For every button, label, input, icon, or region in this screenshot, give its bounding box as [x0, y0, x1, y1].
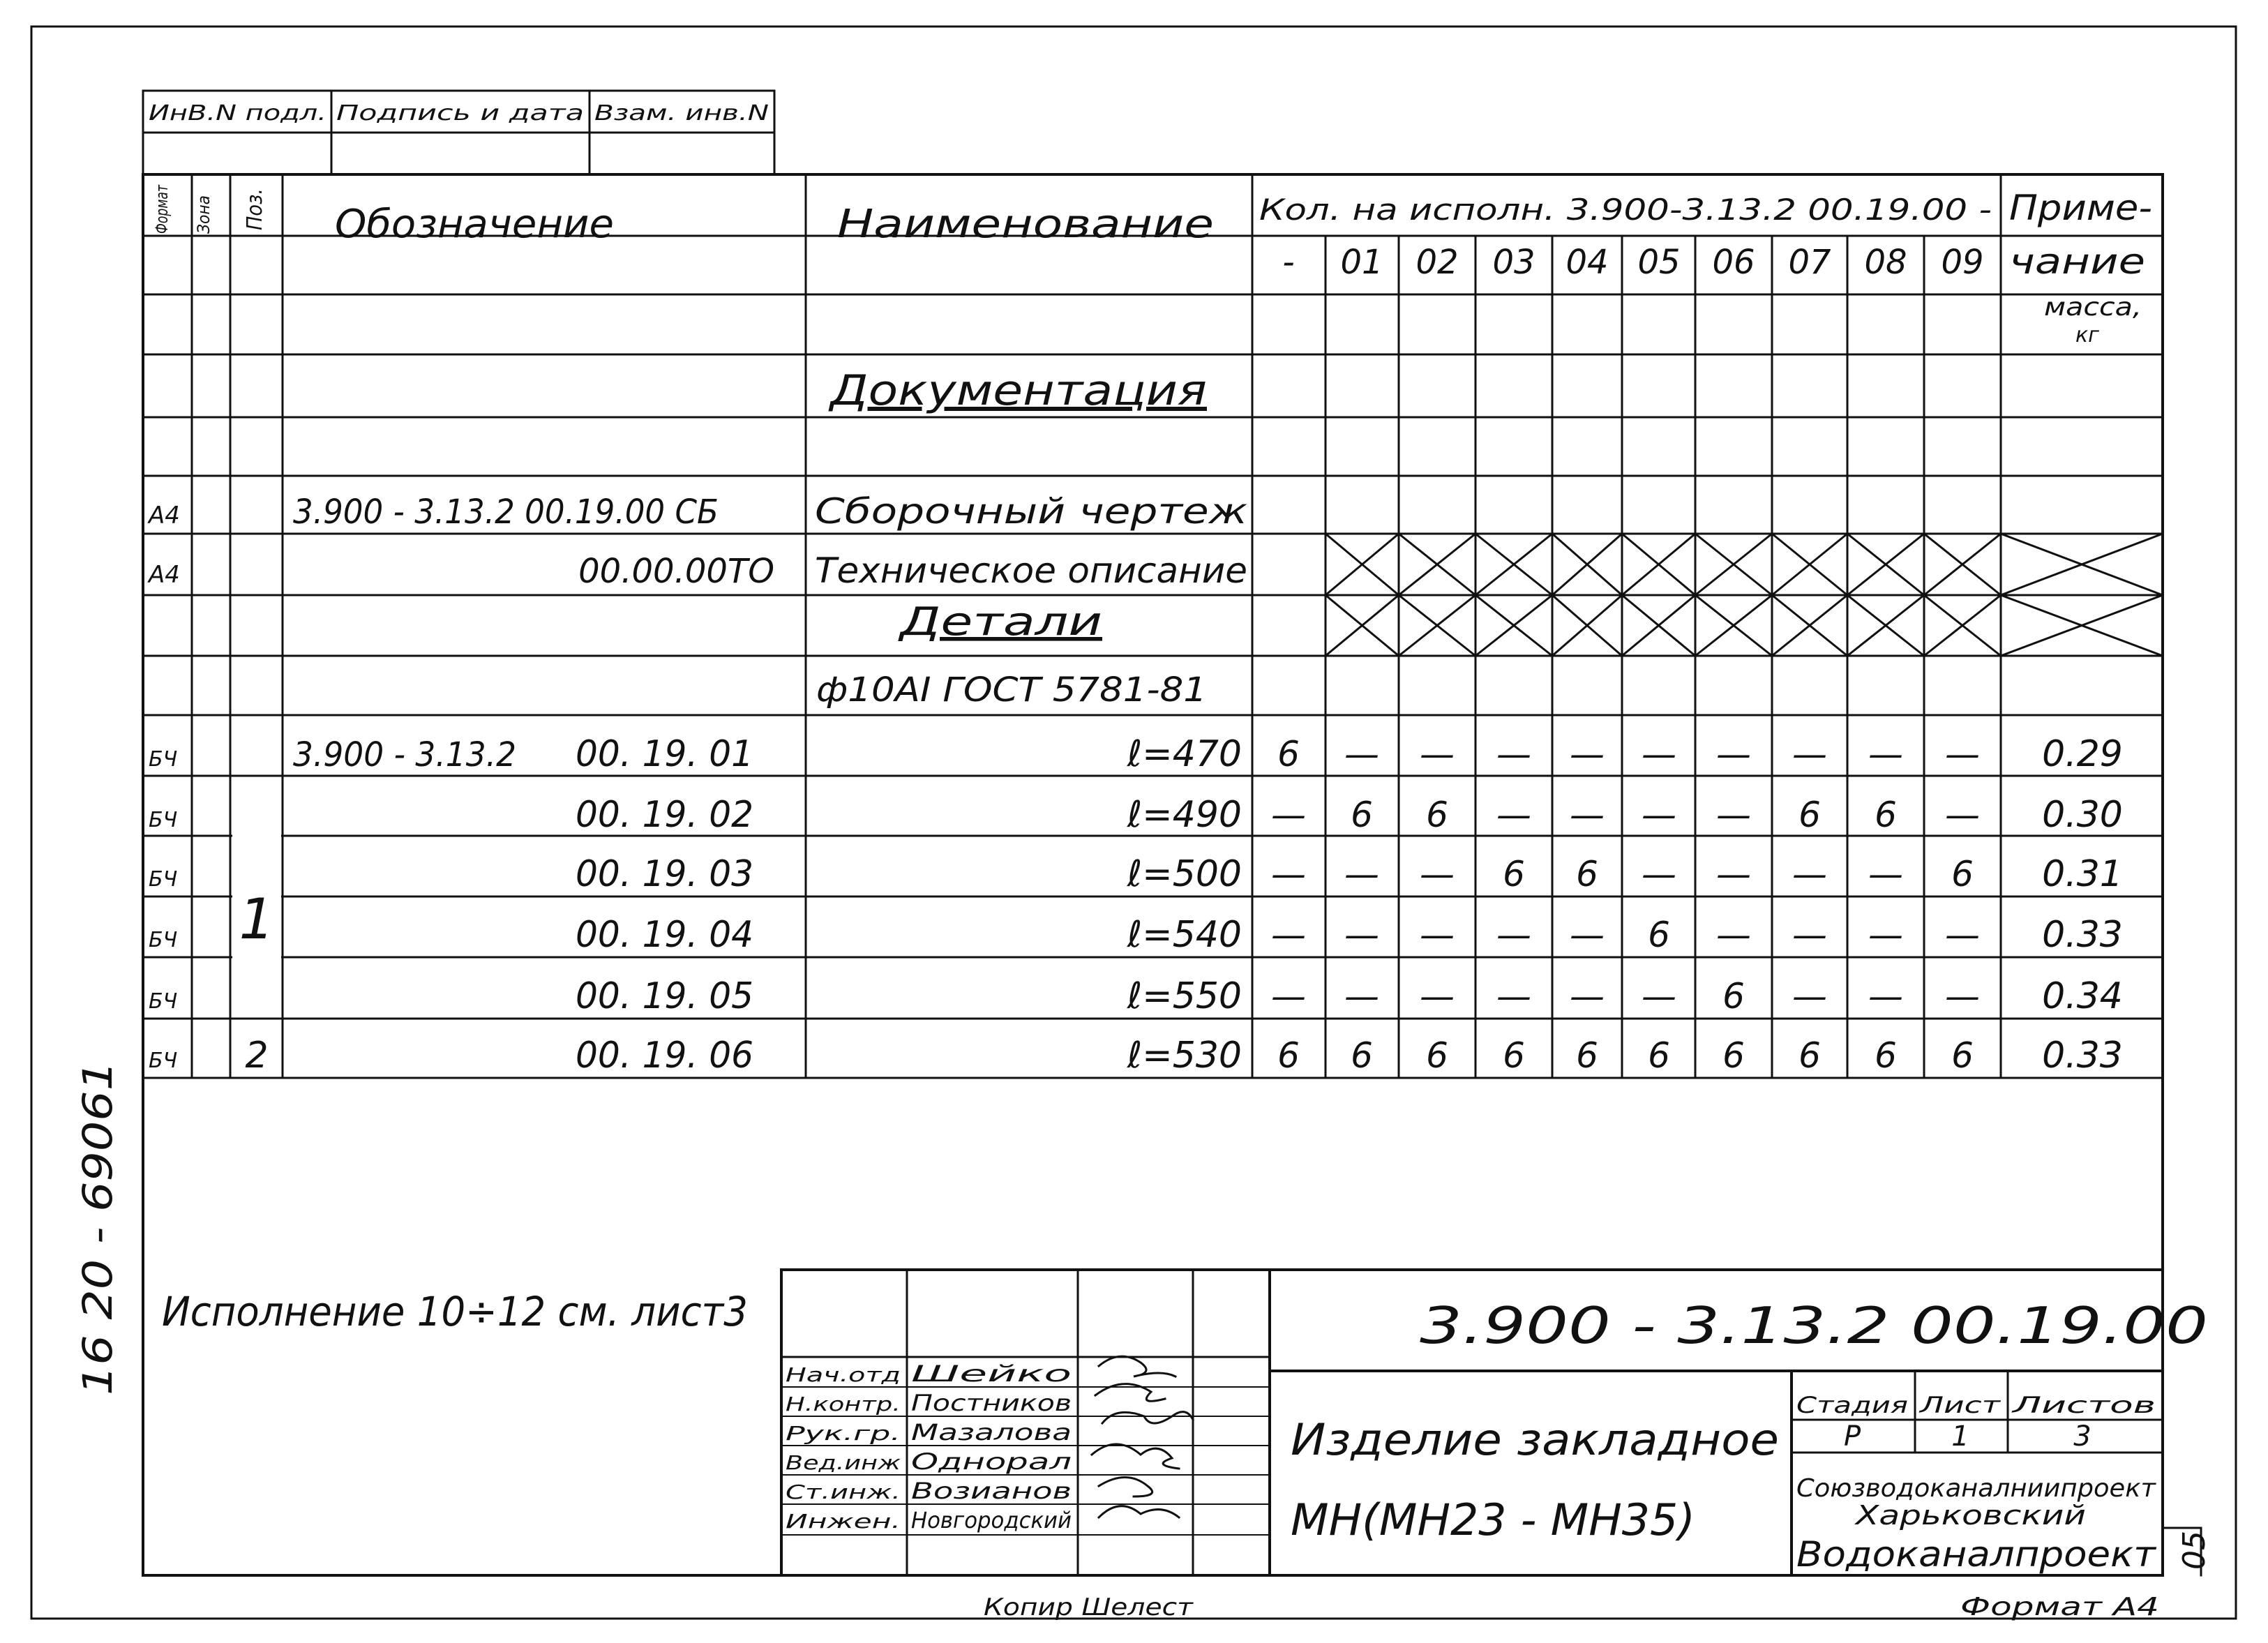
qty-cell: —	[1642, 795, 1676, 835]
signer-role: Н.контр.	[786, 1393, 901, 1416]
header-qty-title: Кол. на исполн. 3.900-3.13.2 00.19.00 -	[1259, 193, 1992, 227]
stamp-replace-label: Взам. инв.N	[594, 101, 769, 126]
qty-cell: —	[1716, 915, 1751, 955]
header-mass-unit: кг	[2075, 323, 2099, 347]
copied-by: Копир Шелест	[984, 1593, 1194, 1621]
section-documentation: Документация	[827, 366, 1207, 415]
variant-header: 08	[1864, 243, 1907, 282]
qty-cell: 6	[1798, 795, 1821, 835]
part-designation: 00. 19. 04	[576, 914, 753, 956]
qty-cell: —	[1792, 854, 1827, 894]
header-pos: Поз.	[243, 183, 267, 230]
qty-cell: 6	[1722, 976, 1745, 1016]
header-note-2: чание	[2009, 241, 2145, 282]
header-mass: масса,	[2044, 293, 2142, 322]
header-format: Формат	[152, 165, 172, 234]
part-length: ℓ=500	[1127, 853, 1242, 895]
part-designation: 00. 19. 06	[576, 1035, 753, 1076]
part-designation: 00. 19. 03	[576, 853, 753, 895]
product-model: МН(МН23 - МН35)	[1291, 1494, 1695, 1545]
row-format: БЧ	[149, 808, 178, 832]
position-1: 1	[239, 887, 275, 952]
part-designation: 00. 19. 05	[576, 975, 753, 1017]
sheet-label: Лист	[1918, 1392, 2002, 1418]
qty-cell: —	[1344, 915, 1379, 955]
qty-cell: —	[1642, 976, 1676, 1016]
qty-cell: 6	[1351, 795, 1373, 835]
row-format: А4	[149, 561, 180, 589]
qty-cell: —	[1792, 734, 1827, 774]
qty-cell: 6	[1351, 1035, 1373, 1076]
variant-header: 03	[1492, 243, 1535, 282]
stage-label: Стадия	[1796, 1392, 1908, 1418]
signature-scribbles	[1092, 1356, 1193, 1517]
part-length: ℓ=490	[1127, 794, 1242, 836]
part-length: ℓ=530	[1127, 1035, 1242, 1076]
signer-role: Рук.гр.	[786, 1422, 901, 1445]
qty-cell: —	[1496, 976, 1531, 1016]
stamp-inv-label: ИнВ.N подл.	[149, 101, 326, 126]
qty-cell: —	[1792, 915, 1827, 955]
variant-header: 02	[1415, 243, 1459, 282]
qty-cell: 6	[1503, 854, 1525, 894]
doc-designation: 3.900 - 3.13.2 00.19.00 СБ	[293, 493, 719, 532]
qty-cell: 6	[1648, 915, 1670, 955]
section-details: Детали	[896, 599, 1102, 645]
variant-header: 06	[1712, 243, 1755, 282]
doc-name: Сборочный чертеж	[815, 491, 1247, 532]
part-designation-prefix: 3.900 - 3.13.2	[293, 735, 516, 774]
part-mass: 0.31	[2042, 853, 2123, 895]
signer-name: Новгородский	[911, 1507, 1072, 1533]
qty-cell: —	[1945, 734, 1980, 774]
qty-cell: —	[1496, 915, 1531, 955]
corner-number: 05	[2177, 1531, 2212, 1570]
header-note: Приме-	[2009, 188, 2152, 228]
signer-role: Нач.отд	[786, 1363, 901, 1386]
signer-name: Мазалова	[911, 1419, 1072, 1446]
qty-cell: —	[1344, 854, 1379, 894]
qty-cell: 6	[1576, 854, 1598, 894]
signer-role: Ст.инж.	[786, 1480, 901, 1503]
signer-name: Возианов	[911, 1478, 1072, 1504]
product-name: Изделие закладное	[1291, 1414, 1779, 1465]
row-format: БЧ	[149, 928, 178, 952]
qty-cell: 6	[1576, 1035, 1598, 1076]
sheet-value: 1	[1951, 1420, 1969, 1453]
variant-header: -	[1282, 243, 1295, 282]
side-number: 16 20 - 69061	[74, 1110, 121, 1395]
part-mass: 0.30	[2042, 794, 2123, 836]
doc-designation: 00.00.00ТО	[578, 552, 774, 591]
qty-cell: —	[1344, 734, 1379, 774]
part-mass: 0.34	[2042, 975, 2123, 1017]
qty-cell: —	[1420, 734, 1455, 774]
org-name: Союзводоканалниипроект	[1796, 1474, 2157, 1503]
qty-cell: —	[1945, 795, 1980, 835]
qty-cell: —	[1792, 976, 1827, 1016]
qty-cell: —	[1868, 976, 1903, 1016]
org-institute: Водоканалпроект	[1796, 1534, 2158, 1575]
variant-header: 05	[1637, 243, 1681, 282]
format-label: Формат А4	[1960, 1593, 2159, 1621]
header-name: Наименование	[837, 202, 1214, 247]
part-length: ℓ=550	[1127, 975, 1242, 1017]
qty-cell: —	[1271, 915, 1306, 955]
part-designation: 00. 19. 01	[576, 733, 753, 775]
signer-name: Постников	[911, 1390, 1072, 1416]
signer-role: Инжен.	[786, 1510, 901, 1533]
qty-cell: 6	[1648, 1035, 1670, 1076]
qty-cell: —	[1570, 976, 1605, 1016]
header-zone: Зона	[194, 191, 213, 234]
material-note: ф10АI ГОСТ 5781-81	[816, 670, 1207, 710]
signer-role: Вед.инж	[786, 1451, 901, 1474]
execution-note: Исполнение 10÷12 см. лист3	[162, 1288, 748, 1335]
qty-cell: —	[1868, 915, 1903, 955]
row-format: БЧ	[149, 1049, 178, 1073]
doc-name: Техническое описание	[815, 550, 1247, 591]
qty-cell: —	[1271, 854, 1306, 894]
qty-cell: 6	[1503, 1035, 1525, 1076]
stage-value: Р	[1843, 1420, 1861, 1453]
qty-cell: —	[1945, 915, 1980, 955]
qty-cell: 6	[1722, 1035, 1745, 1076]
variant-header: 04	[1565, 243, 1609, 282]
part-mass: 0.29	[2042, 733, 2123, 775]
qty-cell: —	[1945, 976, 1980, 1016]
qty-cell: —	[1420, 854, 1455, 894]
qty-cell: —	[1420, 976, 1455, 1016]
qty-cell: —	[1570, 795, 1605, 835]
sheets-label: Листов	[2011, 1392, 2156, 1418]
header-designation: Обозначение	[335, 202, 614, 247]
row-format: БЧ	[149, 867, 178, 892]
part-length: ℓ=470	[1127, 733, 1242, 775]
qty-cell: 6	[1426, 795, 1448, 835]
qty-cell: —	[1716, 734, 1751, 774]
stamp-sign-label: Подпись и дата	[336, 101, 584, 126]
org-city: Харьковский	[1854, 1500, 2086, 1531]
part-length: ℓ=540	[1127, 914, 1242, 956]
qty-cell: —	[1716, 854, 1751, 894]
qty-cell: —	[1642, 854, 1676, 894]
qty-cell: —	[1868, 854, 1903, 894]
sheets-value: 3	[2073, 1420, 2091, 1453]
qty-cell: —	[1344, 976, 1379, 1016]
variant-header: 07	[1788, 243, 1831, 282]
qty-cell: —	[1570, 915, 1605, 955]
part-mass: 0.33	[2042, 1035, 2123, 1076]
qty-cell: 6	[1875, 795, 1897, 835]
row-format: А4	[149, 502, 180, 530]
qty-cell: —	[1642, 734, 1676, 774]
part-mass: 0.33	[2042, 914, 2123, 956]
variant-header: 09	[1941, 243, 1984, 282]
variant-header: 01	[1340, 243, 1383, 282]
qty-cell: —	[1271, 795, 1306, 835]
qty-cell: 6	[1875, 1035, 1897, 1076]
qty-cell: —	[1271, 976, 1306, 1016]
signer-name: Шейко	[911, 1360, 1072, 1387]
qty-cell: —	[1868, 734, 1903, 774]
qty-cell: 6	[1951, 854, 1974, 894]
part-designation: 00. 19. 02	[576, 794, 753, 836]
qty-cell: 6	[1951, 1035, 1974, 1076]
signer-name: Однорал	[911, 1448, 1072, 1475]
row-format: БЧ	[149, 747, 178, 772]
qty-cell: —	[1420, 915, 1455, 955]
qty-cell: 6	[1426, 1035, 1448, 1076]
qty-cell: —	[1570, 734, 1605, 774]
row-format: БЧ	[149, 989, 178, 1014]
qty-cell: —	[1496, 734, 1531, 774]
position-2: 2	[245, 1035, 269, 1076]
qty-cell: 6	[1798, 1035, 1821, 1076]
qty-cell: —	[1496, 795, 1531, 835]
doc-code: 3.900 - 3.13.2 00.19.00	[1420, 1296, 2208, 1355]
qty-cell: 6	[1277, 1035, 1300, 1076]
qty-cell: —	[1716, 795, 1751, 835]
qty-cell: 6	[1277, 734, 1300, 774]
